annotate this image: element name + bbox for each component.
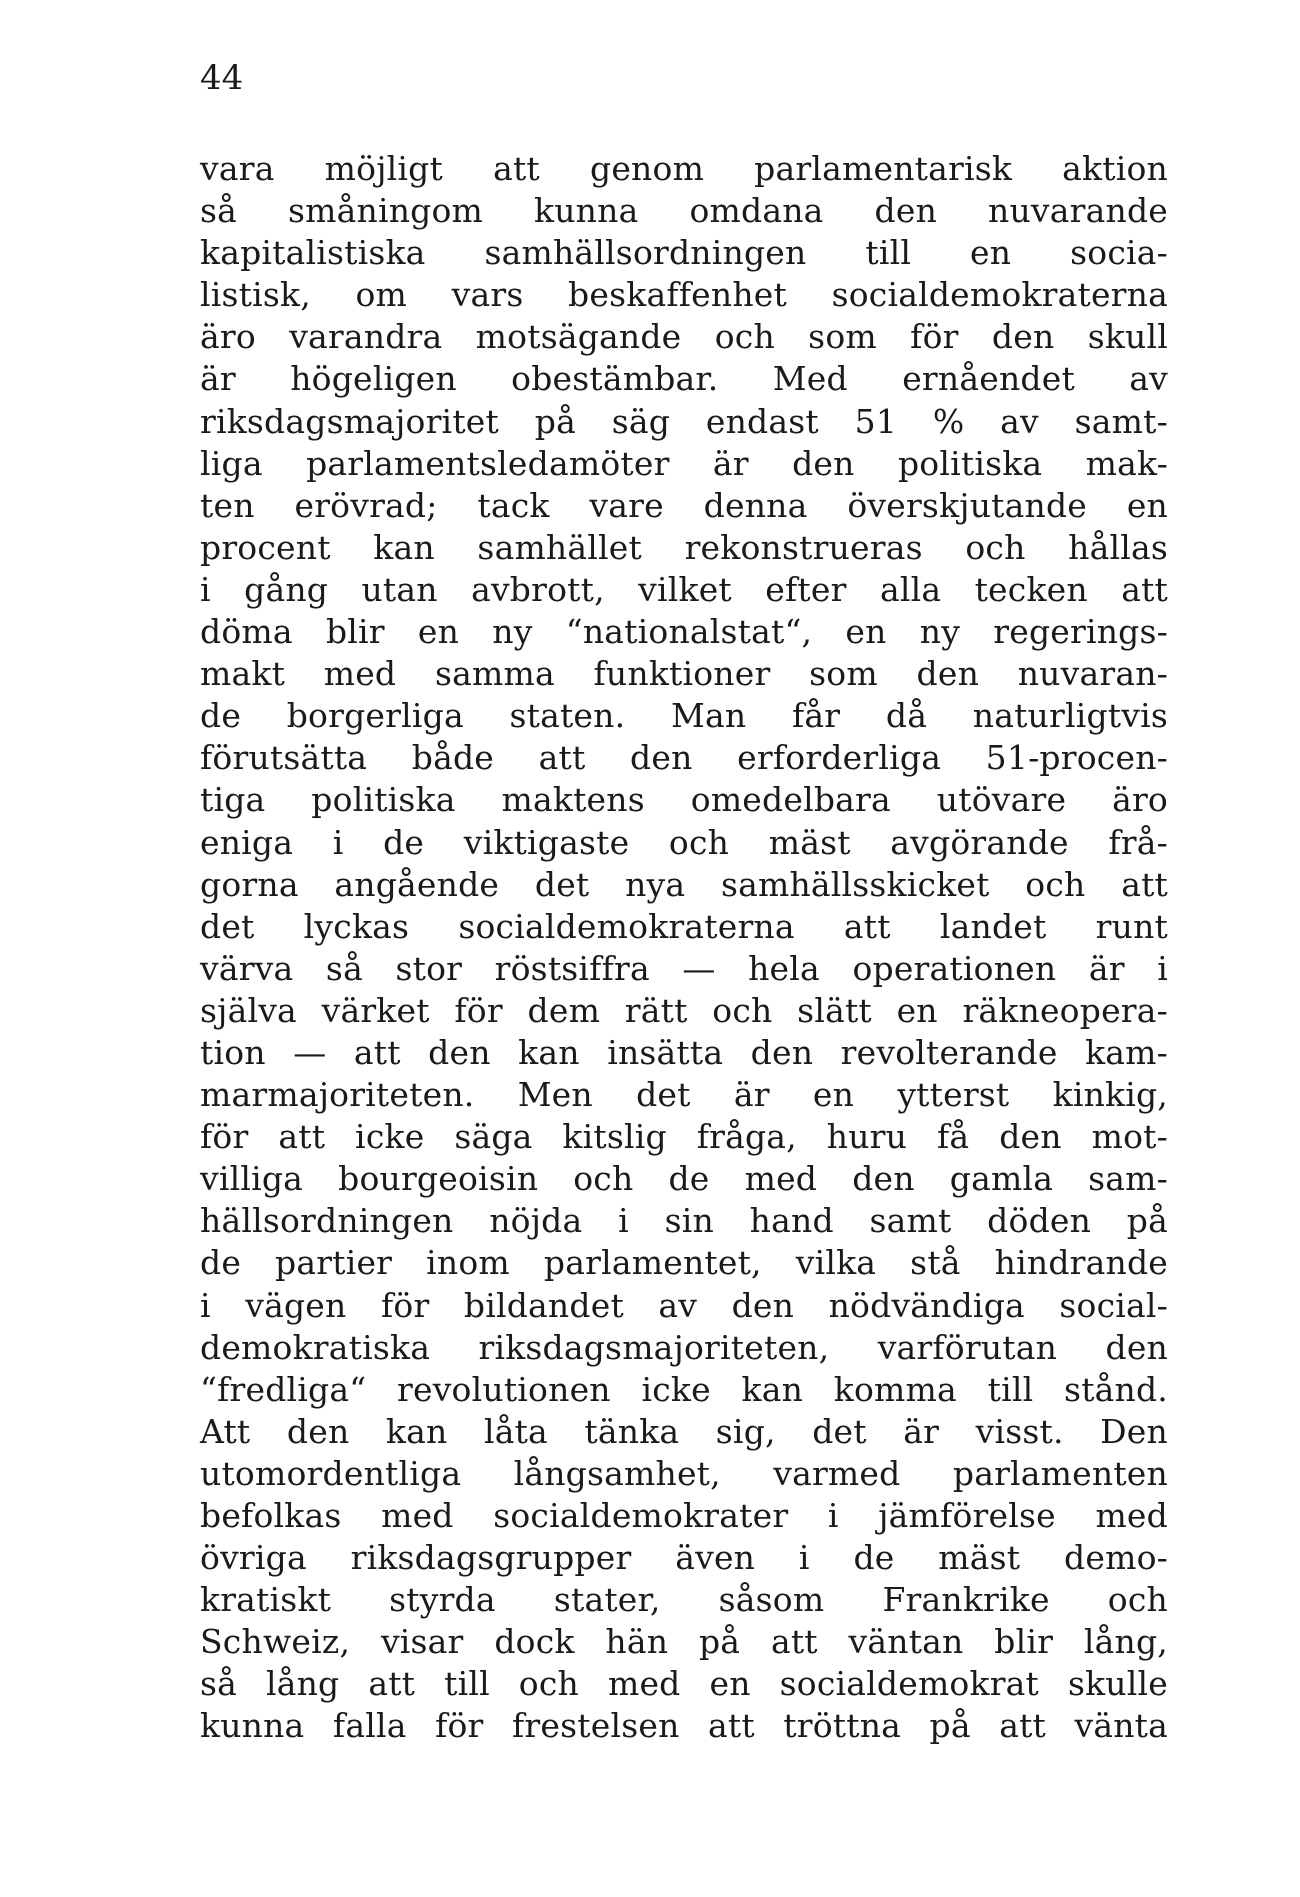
- text-line: övriga riksdagsgrupper även i de mäst demo-: [200, 1538, 1168, 1578]
- text-line: det lyckas socialdemokraterna att landet runt: [200, 906, 1168, 946]
- text-line: förutsätta både att den erforderliga 51-procen-: [200, 738, 1168, 778]
- text-line: eniga i de viktigaste och mäst avgörande frå-: [200, 822, 1168, 862]
- text-line: makt med samma funktioner som den nuvaran-: [200, 654, 1168, 694]
- text-line: värva så stor röstsiffra — hela operationen är i: [200, 948, 1168, 988]
- text-line: hällsordningen nöjda i sin hand samt döden på: [200, 1201, 1168, 1241]
- text-line: så småningom kunna omdana den nuvarande: [200, 191, 1168, 231]
- text-line: själva värket för dem rätt och slätt en räkneopera-: [200, 990, 1168, 1030]
- text-line: är högeligen obestämbar. Med ernåendet av: [200, 359, 1168, 399]
- text-line: i vägen för bildandet av den nödvändiga social-: [200, 1285, 1168, 1325]
- text-line: vara möjligt att genom parlamentarisk aktion: [200, 149, 1168, 188]
- text-line: procent kan samhället rekonstrueras och hållas: [200, 527, 1168, 567]
- text-line: de borgerliga staten. Man får då naturligtvis: [200, 696, 1168, 736]
- text-line: demokratiska riksdagsmajoriteten, varförutan den: [200, 1327, 1168, 1367]
- text-line: ten erövrad; tack vare denna överskjutande en: [200, 485, 1168, 525]
- body-text: [200, 148, 1168, 1748]
- text-line: de partier inom parlamentet, vilka stå hindrande: [200, 1243, 1168, 1283]
- text-line: utomordentliga långsamhet, varmed parlamenten: [200, 1453, 1168, 1493]
- text-line: villiga bourgeoisin och de med den gamla sam-: [200, 1159, 1168, 1199]
- text-line: marmajoriteten. Men det är en ytterst kinkig,: [200, 1075, 1168, 1115]
- text-line: tiga politiska maktens omedelbara utövare äro: [200, 780, 1168, 820]
- text-line: för att icke säga kitslig fråga, huru få den mot-: [200, 1117, 1168, 1157]
- text-line: Schweiz, visar dock hän på att väntan blir lång,: [200, 1622, 1168, 1662]
- text-line: så lång att till och med en socialdemokrat skulle: [200, 1664, 1168, 1704]
- text-line: döma blir en ny “nationalstat“, en ny regerings-: [200, 612, 1168, 652]
- text-line: “fredliga“ revolutionen icke kan komma till stånd.: [200, 1369, 1168, 1409]
- text-line: kratiskt styrda stater, såsom Frankrike och: [200, 1580, 1168, 1620]
- text-line: riksdagsmajoritet på säg endast 51 % av samt-: [200, 401, 1168, 441]
- text-line: kunna falla för frestelsen att tröttna på att vänta: [200, 1706, 1168, 1746]
- text-line: gorna angående det nya samhällsskicket och att: [200, 864, 1168, 904]
- text-line: i gång utan avbrott, vilket efter alla tecken att: [200, 569, 1168, 609]
- text-line: tion — att den kan insätta den revolterande kam-: [200, 1032, 1168, 1072]
- text-line: befolkas med socialdemokrater i jämförelse med: [200, 1496, 1168, 1535]
- text-line: Att den kan låta tänka sig, det är visst. Den: [200, 1411, 1168, 1451]
- text-line: kapitalistiska samhällsordningen till en socia-: [200, 233, 1168, 273]
- text-line: äro varandra motsägande och som för den skull: [200, 317, 1168, 357]
- text-line: listisk, om vars beskaffenhet socialdemokraterna: [200, 275, 1168, 315]
- page-number: 44: [200, 58, 244, 98]
- text-line: liga parlamentsledamöter är den politiska mak-: [200, 443, 1168, 483]
